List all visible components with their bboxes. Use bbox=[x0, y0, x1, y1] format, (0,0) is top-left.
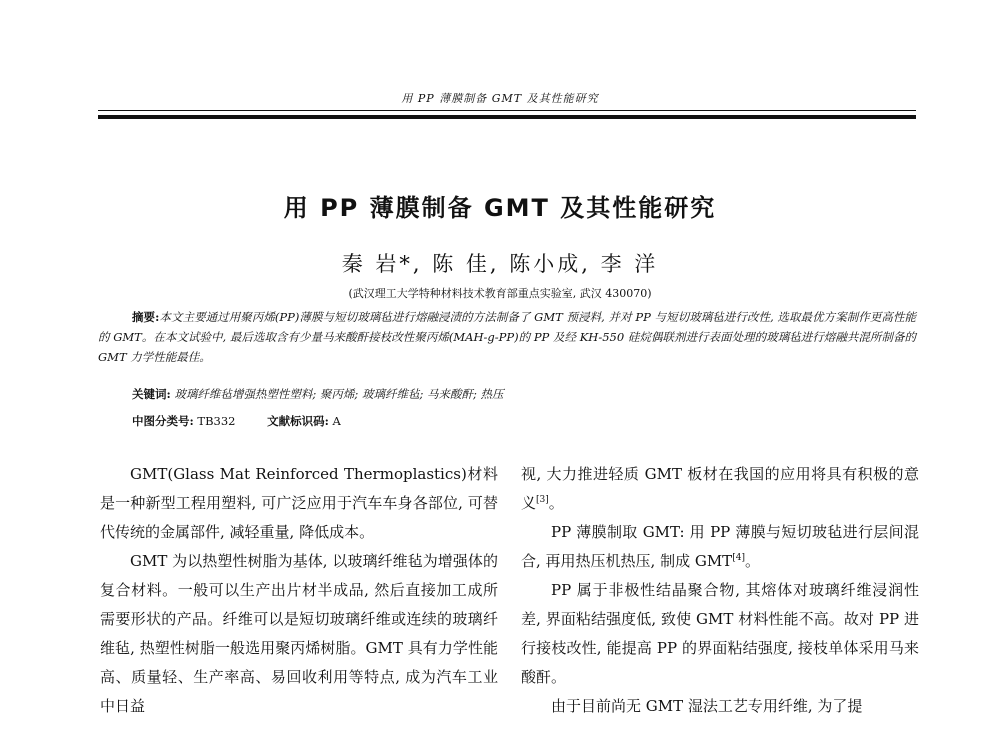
paper-title: 用 PP 薄膜制备 GMT 及其性能研究 bbox=[283, 194, 717, 222]
body-paragraph: 由于目前尚无 GMT 湿法工艺专用纤维, 为了提 bbox=[551, 697, 863, 715]
keywords-text: 玻璃纤维毡增强热塑性塑料; 聚丙烯; 玻璃纤维毡; 马来酸酐; 热压 bbox=[174, 387, 504, 401]
body-paragraph bbox=[521, 518, 919, 576]
keywords bbox=[132, 386, 912, 402]
doc-code-value: A bbox=[332, 414, 341, 428]
header-rule-thick bbox=[98, 115, 916, 119]
authors: 秦 岩*, 陈 佳, 陈小成, 李 洋 bbox=[341, 252, 659, 276]
running-head: 用 PP 薄膜制备 GMT 及其性能研究 bbox=[401, 92, 599, 105]
abstract-label: 摘要: bbox=[132, 310, 160, 324]
doc-code-label: 文献标识码: bbox=[267, 414, 329, 428]
body-text-end: 。 bbox=[744, 552, 760, 570]
clc-label: 中图分类号: bbox=[132, 414, 194, 428]
body-text: PP 薄膜制取 GMT: 用 PP 薄膜与短切玻毡进行层间混合, 再用热压机热压, 制成 GMT bbox=[521, 523, 919, 570]
body-text-end: 。 bbox=[548, 494, 564, 512]
affiliation: (武汉理工大学特种材料技术教育部重点实验室, 武汉 430070) bbox=[348, 287, 652, 300]
body-paragraph bbox=[521, 460, 919, 518]
body-text: 视, 大力推进轻质 GMT 板材在我国的应用将具有积极的意义 bbox=[521, 465, 919, 512]
body-column-left bbox=[100, 460, 498, 721]
clc-value: TB332 bbox=[197, 414, 236, 428]
classification-line bbox=[132, 413, 912, 429]
abstract bbox=[98, 307, 916, 367]
body-paragraph: GMT(Glass Mat Reinforced Thermoplastics)材料是一种新型工程用塑料, 可广泛应用于汽车车身各部位, 可替代传统的金属部件, 减轻重量, 降低成本。 bbox=[100, 465, 498, 541]
header-rule-thin bbox=[98, 110, 916, 111]
citation: [4] bbox=[732, 553, 745, 563]
keywords-label: 关键词: bbox=[132, 387, 171, 401]
body-column-right bbox=[521, 460, 919, 721]
citation: [3] bbox=[536, 495, 549, 505]
body-paragraph: PP 属于非极性结晶聚合物, 其熔体对玻璃纤维浸润性差, 界面粘结强度低, 致使 GMT 材料性能不高。故对 PP 进行接枝改性, 能提高 PP 的界面粘结强度, 接枝单体采用马来酸酐。 bbox=[521, 581, 919, 686]
body-paragraph: GMT 为以热塑性树脂为基体, 以玻璃纤维毡为增强体的复合材料。一般可以生产出片材半成品, 然后直接加工成所需要形状的产品。纤维可以是短切玻璃纤维或连续的玻璃纤维毡, 热塑性树脂一般选用聚丙烯树脂。GMT 具有力学性能高、质量轻、生产率高、易回收利用等特点, 成为汽车工业中日益 bbox=[100, 552, 498, 715]
abstract-text: 本文主要通过用聚丙烯(PP)薄膜与短切玻璃毡进行熔融浸渍的方法制备了 GMT 预浸料, 并对 PP 与短切玻璃毡进行改性, 选取最优方案制作更高性能的 GMT。在本文试验中, 最后选取含有少量马来酸酐接枝改性聚丙烯(MAH-g-PP)的 PP 及经 KH-550 硅烷偶联剂进行表面处理的玻璃毡进行熔融共混所制备的 GMT 力学性能最佳。 bbox=[98, 310, 917, 364]
